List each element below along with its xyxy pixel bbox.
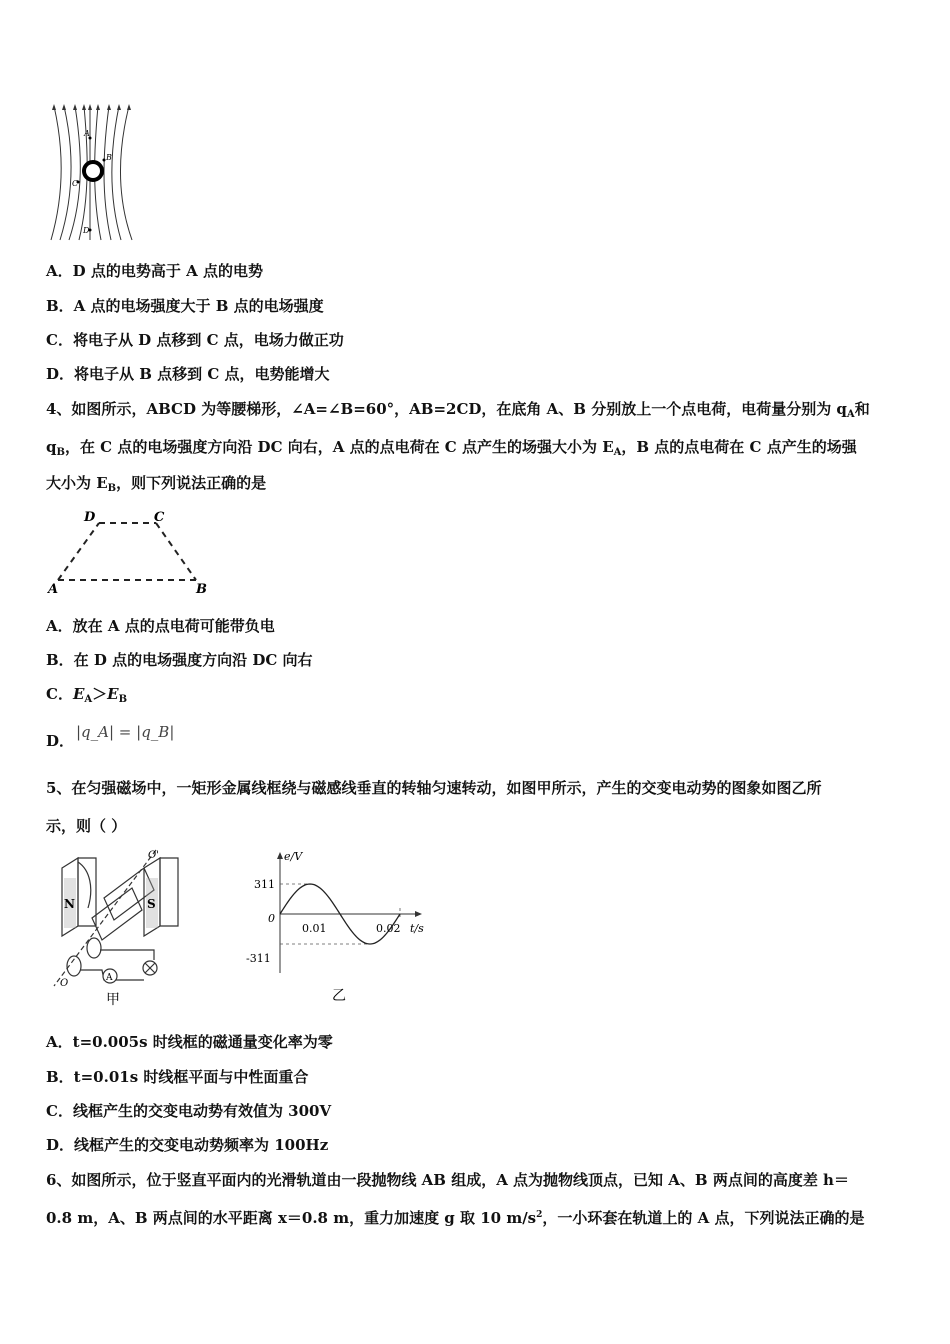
q4-option-d: D． [46,732,75,750]
x-axis-label: t/s [410,922,424,935]
x-tick-001: 0.01 [302,922,327,935]
magnet-n-label: N [64,897,75,911]
q3-option-d: D．将电子从 B 点移到 C 点，电势能增大 [46,365,330,383]
q5-option-d: D．线框产生的交变电动势频率为 100Hz [46,1136,329,1154]
axis-top-label: O' [148,850,159,861]
x-tick-002: 0.02 [376,922,401,935]
q4-stem-line3: 大小为 $E_B$，则下列说法正确的是 [46,474,267,494]
y-tick-min: -311 [246,952,271,965]
q3-option-a: A．D 点的电势高于 A 点的电势 [46,262,263,280]
q5-option-c: C．线框产生的交变电动势有效值为 300V [46,1102,332,1120]
magnet-s-label: S [147,897,156,911]
trapezoid-figure [44,505,214,597]
q4-option-b: B．在 D 点的电场强度方向沿 DC 向右 [46,651,313,669]
q4-option-d-formula [74,718,175,746]
trap-label-a: A [48,582,59,597]
q4-option-a: A．放在 A 点的点电荷可能带负电 [46,617,275,635]
label-d: D [83,226,90,235]
q4-stem-line1: 4、如图所示，ABCD 为等腰梯形，∠A=∠B=60°，AB=2CD，在底角 A、B 分别放上一个点电荷，电荷量分别为 $q_A$和 [46,400,870,420]
label-c: C [72,179,79,188]
q3-option-c: C．将电子从 D 点移到 C 点，电场力做正功 [46,331,344,349]
ammeter-label: A [106,973,113,983]
axis-bottom-label: O [60,978,69,989]
q5-option-b: B．t=0.01s 时线框平面与中性面重合 [46,1068,309,1086]
trap-label-b: B [196,582,207,597]
label-b: B [106,153,112,162]
q4-stem-line2: $q_B$，在 C 点的电场强度方向沿 DC 向右，A 点的点电荷在 C 点产生的场强大小为 $E_A$，B 点的点电荷在 C 点产生的场强 [46,438,857,458]
y-axis-label: e/V [284,850,303,863]
caption-jia: 甲 [106,992,120,1008]
q5-option-a: A．t=0.005s 时线框的磁通量变化率为零 [46,1033,333,1051]
q4-option-d-formula-text: |q_A| = |q_B| [76,723,175,741]
y-tick-max: 311 [254,878,275,891]
trap-label-d: D [84,510,96,525]
q6-stem-line1: 6、如图所示，位于竖直平面内的光滑轨道由一段抛物线 AB 组成，A 点为抛物线顶点，已知 A、B 两点间的高度差 h＝ [46,1171,849,1189]
emf-chart [240,848,440,1008]
q4-option-c: C．$E_A>E_B$ [46,685,128,705]
q3-option-b: B．A 点的电场强度大于 B 点的电场强度 [46,297,324,315]
caption-yi: 乙 [332,988,346,1004]
y-tick-zero: 0 [268,912,275,925]
q5-stem-line2: 示，则（ ） [46,817,127,835]
trap-label-c: C [154,510,165,525]
label-a: A [84,129,90,138]
q6-stem-line2: 0.8 m，A、B 两点间的水平距离 x＝0.8 m，重力加速度 g 取 10 $m/s^2$，一小环套在轨道上的 A 点，下列说法正确的是 [46,1209,865,1227]
q5-stem-line1: 5、在匀强磁场中，一矩形金属线框绕与磁感线垂直的转轴匀速转动，如图甲所示，产生的交变电动势的图象如图乙所 [46,779,822,797]
field-lines-figure [46,100,146,245]
generator-figure [44,848,194,1008]
